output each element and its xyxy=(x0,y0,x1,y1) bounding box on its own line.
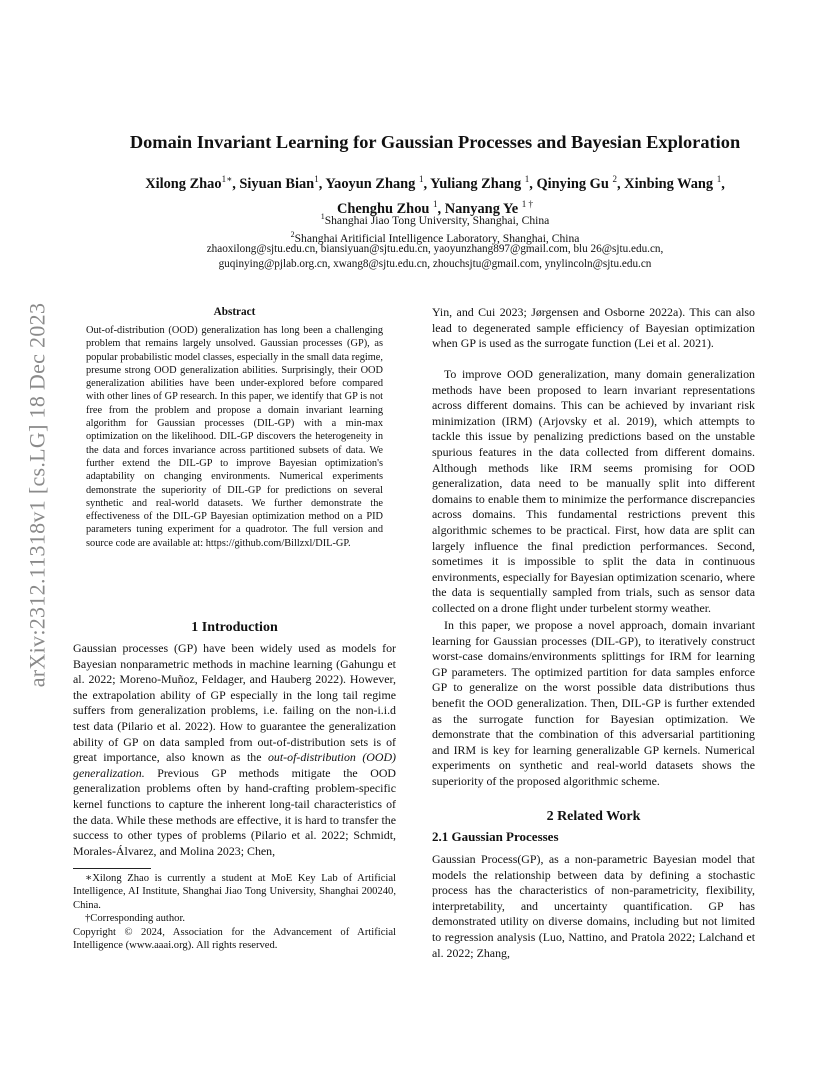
abstract-section xyxy=(73,305,396,550)
arxiv-identifier: arXiv:2312.11318v1 [cs.LG] 18 Dec 2023 xyxy=(24,302,50,688)
intro-emphasis: out-of-distribution (OOD) generalization. xyxy=(73,750,396,780)
affiliation-mark: 2 xyxy=(290,230,295,240)
gaussian-processes-subheading: 2.1 Gaussian Processes xyxy=(432,829,559,844)
introduction-body xyxy=(73,641,396,859)
right-paragraph-2 xyxy=(432,367,755,617)
author: Xinbing Wang xyxy=(624,175,717,192)
intro-text: Previous GP methods mitigate the OOD generalization problems often by hand-crafting problem-specific kernel functions to capture the inherent long-tail characteristics of the data. While these methods are effective, it is hard to transfer the success to other types of problems (Pilario et al. 2022; Schmidt, Morales-Álvarez, and Molina 2023; Chen, xyxy=(73,765,396,858)
author: Xilong Zhao xyxy=(145,175,222,192)
author: Yuliang Zhang xyxy=(430,175,525,192)
related-work-heading-block xyxy=(432,809,755,825)
email-line: guqinying@pjlab.org.cn, xwang8@sjtu.edu.cn, zhouchsjtu@gmail.com, ynylincoln@sjtu.edu.cn xyxy=(218,258,652,270)
affiliation-mark: 1 xyxy=(320,212,325,221)
abstract-heading: Abstract xyxy=(213,306,256,318)
author-mark: 1∗ xyxy=(221,174,233,184)
author: Nanyang Ye xyxy=(444,200,522,217)
author-line-1: Xilong Zhao$^{1∗}$, Siyuan Bian$^1$, Yaoyun Zhang $^1$, Yuliang Zhang $^1$, Qinying Gu $^2$, Xinbing Wang $^1$, xyxy=(145,174,725,192)
author: Yaoyun Zhang xyxy=(325,175,419,192)
footnote: ∗Xilong Zhao is currently a student at MoE Key Lab of Artificial Intelligence, AI Institute, Shanghai Jiao Tong University, Shanghai 200240, China. xyxy=(73,873,396,911)
right-paragraph-1 xyxy=(432,305,755,352)
abstract-text: Out-of-distribution (OOD) generalization has long been a challenging problem that remains largely unsolved. Gaussian processes (GP), as popular probabilistic model classes, especially in the small data regime, presume strong OOD generalization abilities. Surprisingly, their OOD generalization abilities have been under-explored before compared with other lines of GP research. In this paper, we identify that GP is not free from the problem and propose a domain invariant learning algorithm for Gaussian processes (DIL-GP) with a min-max optimization on the likelihood. DIL-GP discovers the heterogeneity in the data and forces invariance across partitioned subsets of data. We further extend the DIL-GP to improve Bayesian optimization's adaptability on changing environments. Numerical experiments demonstrate the superiority of DIL-GP for predictions on several synthetic and real-world datasets. We further demonstrate the effectiveness of the DIL-GP Bayesian optimization method on a PID parameters tuning experiment for a quadrotor. The full version and source code are available at: https://github.com/Billzxl/DIL-GP. xyxy=(86,325,383,549)
author: Chenghu Zhou xyxy=(337,200,433,217)
copyright-notice: Copyright © 2024, Association for the Advancement of Artificial Intelligence (www.aaai.org). All rights reserved. xyxy=(73,926,396,952)
author-mark: 1 xyxy=(716,174,722,184)
author-mark: 1 † xyxy=(521,198,533,209)
footnotes xyxy=(73,872,396,952)
affiliation-text: Shanghai Aritificial Intelligence Laboratory, Shanghai, China xyxy=(294,232,580,246)
body-paragraph: Gaussian Process(GP), as a non-parametric Bayesian model that models the relationship between data by defining a stochastic process has the characteristics of non-parametricity, flexibility, interpretability, and uncertainty quantification. GP has demonstrated utility on diverse domains, including but not limited to regression analysis (Luo, Nattino, and Pratola 2022; Lalchand et al. 2022; Zhang, xyxy=(432,852,755,960)
author-mark: 1 xyxy=(524,174,530,184)
paper-title: Domain Invariant Learning for Gaussian Processes and Bayesian Exploration xyxy=(129,132,741,152)
body-paragraph: To improve OOD generalization, many domain generalization methods have been proposed to learn invariant representations across different domains. This can be achieved by invariant risk minimization (IRM) (Arjovsky et al. 2019), which attempts to tackle this issue by penalizing predictions based on the unstable spurious features in the data collected from different domains. Although methods like IRM seems promising for OOD generalization, data need to be manually split into different domains to enable them to minimize the performance discrepancies across domains. This fundamental restrictions prevent this algorithmic schemes to be practical. First, how data are split can largely influence the final prediction performances. Second, sometimes it is impossible to split the data in continuous environments, especially for Bayesian optimization scenario, where the data is sequentially sampled from trials, such as sensor data collected on a drone flight under turbelent stormy weather. xyxy=(432,367,755,615)
author: Siyuan Bian xyxy=(239,175,315,192)
related-work-heading: 2 Related Work xyxy=(546,809,641,824)
author-mark: 1 xyxy=(433,198,438,209)
right-paragraph-4 xyxy=(432,852,755,961)
right-paragraph-3 xyxy=(432,618,755,790)
affiliation xyxy=(60,210,810,228)
affiliation-text: Shanghai Jiao Tong University, Shanghai, China xyxy=(324,213,550,227)
author-emails xyxy=(60,242,810,272)
footnote: †Corresponding author. xyxy=(85,913,186,925)
author: Qinying Gu xyxy=(536,175,613,192)
introduction-heading-block xyxy=(73,620,396,636)
footnote-rule xyxy=(73,868,151,869)
author-mark: 1 xyxy=(314,174,319,184)
email-line: zhaoxilong@sjtu.edu.cn, biansiyuan@sjtu.edu.cn, yaoyunzhang897@gmail.com, blu 26@sjtu.edu.cn, xyxy=(206,243,664,255)
author-mark: 2 xyxy=(612,174,617,184)
body-paragraph: In this paper, we propose a novel approach, domain invariant learning for Gaussian processes (DIL-GP), to iteratively construct worst-case domains/environments splittings for IRM for learning GP parameters. The optimized partition for data samples enforce GP to generalize on the worst possible data distributions thus benefit the OOD generalization. Then, DIL-GP is further extended as the surrogate function for Bayesian optimization. We demonstrate that the combination of this adversarial partitioning and IRM is key for learning generalizable GP kernels. Numerical experiments on synthetic and real-world datasets shows the superiority of the proposed algorithmic scheme. xyxy=(432,618,755,788)
intro-text: Gaussian processes (GP) have been widely used as models for Bayesian nonparametric methods in machine learning (Gahungu et al. 2022; Moreno-Muñoz, Feldager, and Hauberg 2022). However, the extrapolation ability of GP especially in the long tail regime suffers from generalization problems, i.e. failing on the non-i.i.d test data (Pilario et al. 2022). How to guarantee the generalization ability of GP on data sampled from out-of-distribution sets is of great importance, also known as the xyxy=(73,641,396,765)
introduction-heading: 1 Introduction xyxy=(191,620,278,635)
author-line-2: Chenghu Zhou $^1$, Nanyang Ye $^{1 \dagger}$ xyxy=(337,198,533,217)
body-paragraph: Yin, and Cui 2023; Jørgensen and Osborne 2022a). This can also lead to degenerated sample efficiency of Bayesian optimization when GP is used as the surrogate function (Lei et al. 2021). xyxy=(432,305,755,351)
arxiv-sidebar xyxy=(22,285,52,705)
author-mark: 1 xyxy=(418,174,424,184)
introduction-paragraph xyxy=(73,641,396,859)
